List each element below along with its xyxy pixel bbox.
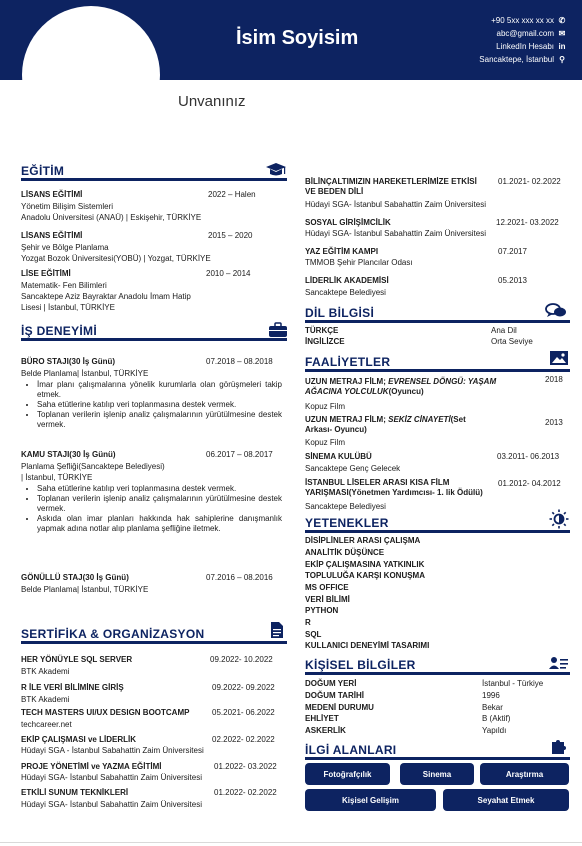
act-3-title: SİNEMA KULÜBÜ [305,452,372,461]
cert-5-name: PROJE YÖNETİMİ ve YAZMA EĞİTİMİ [21,762,162,771]
person-name: İsim Soyisim [236,27,359,49]
location-icon: ⚲ [559,55,565,64]
avatar [22,6,160,144]
train-2-org: Hüdayi SGA- İstanbul Sabahattin Zaim Üniversitesi [305,229,486,238]
graduation-cap-icon [265,162,287,178]
edu-3-line-1: Matematik- Fen Bilimleri [21,281,107,290]
image-icon [549,350,569,366]
act-4-org: Sancaktepe Belediyesi [305,502,386,511]
page-bottom-divider [0,842,582,843]
exp-1-bullet-1: • İmar planı çalışmalarına yönelik kurumlarla olan görüşmeleri takip etmek. [37,380,282,400]
skill-9: SQL [305,630,322,639]
personal-title: KİŞİSEL BİLGİLER [305,658,416,672]
cert-4-org: Hüdayi SGA - İstanbul Sabahattin Zaim Üniversitesi [21,746,204,755]
interest-pill-cinema: Sinema [400,763,474,785]
personal-4-label: EHLİYET [305,714,339,723]
cert-4-name: EKİP ÇALIŞMASI ve LİDERLİK [21,735,136,744]
contact-location-text: Sancaktepe, İstanbul [479,55,554,64]
edu-2-degree: LİSANS EĞİTİMİ [21,231,83,240]
exp-2-role: KAMU STAJI(30 İş Günü) [21,450,116,459]
contact-list [479,14,570,66]
contact-email-text[interactable]: abc@gmail.com [496,29,554,38]
certificates-title: SERTİFİKA & ORGANİZASYON [21,627,205,641]
languages-rule [305,320,570,323]
personal-3-label: MEDENİ DURUMU [305,703,374,712]
train-1-name: BİLİNÇALTIMIZIN HAREKETLERİMİZE ETKİSİ VE BEDEN DİLİ [305,177,477,196]
skill-6: VERİ BİLİMİ [305,595,350,604]
user-list-icon [549,656,569,670]
train-4-date: 05.2013 [498,276,527,285]
cert-4-date: 02.2022- 02.2022 [212,735,275,744]
edu-1-line-2: Anadolu Üniversitesi (ANAÜ) | Eskişehir, TÜRKİYE [21,213,202,222]
exp-2-bullet-2: • Toplanan verilerin işlenip analiz çalışmalarının yürütülmesine destek vermek. [37,494,282,514]
interest-pill-research: Araştırma [480,763,569,785]
contact-email[interactable] [479,27,570,40]
edu-3-line-2: Sancaktepe Aziz Bayraktar Anadolu İmam Hatip [21,292,191,301]
interest-pill-photography: Fotoğrafçılık [305,763,390,785]
skill-5: MS OFFICE [305,583,349,592]
act-1-org: Kopuz Film [305,402,346,411]
personal-1-label: DOĞUM YERİ [305,679,357,688]
speech-bubbles-icon [545,303,567,319]
act-3-date: 03.2011- 06.2013 [497,452,560,461]
job-title: Unvanınız [178,93,246,110]
personal-rule [305,672,570,675]
exp-2-org-1: Planlama Şefliği(Sancaktepe Belediyesi) [21,462,165,471]
cert-6-name: ETKİLİ SUNUM TEKNİKLERİ [21,788,129,797]
interest-pill-travel: Seyahat Etmek [443,789,569,811]
lang-1-level: Ana Dil [491,326,517,335]
cert-1-name: HER YÖNÜYLE SQL SERVER [21,655,133,664]
personal-2-label: DOĞUM TARİHİ [305,691,364,700]
train-2-name: SOSYAL GİRİŞİMCİLİK [305,218,391,227]
experience-title: İŞ DENEYİMİ [21,324,97,338]
act-1-em: EVRENSEL DÖNGÜ: YAŞAM AĞACINA YOLCULUK [305,377,497,396]
train-3-name: YAZ EĞİTİM KAMPI [305,247,379,256]
cert-6-org: Hüdayi SGA- İstanbul Sabahattin Zaim Üniversitesi [21,800,202,809]
train-1-date: 01.2021- 02.2022 [498,177,561,186]
interests-rule [305,757,570,760]
act-2-pre: UZUN METRAJ FİLM; [305,415,389,424]
skill-1: DİSİPLİNLER ARASI ÇALIŞMA [305,536,421,545]
skills-rule [305,530,570,533]
contact-location [479,53,570,66]
cert-6-date: 01.2022- 02.2022 [214,788,277,797]
personal-5-value: Yapıldı [482,726,507,735]
act-2-em: SEKİZ CİNAYETİ [388,415,451,424]
email-icon: ✉ [558,29,566,38]
lang-1-name: TÜRKÇE [305,326,339,335]
exp-2-bullet-3: • Askıda olan imar planları hakkında hak sahiplerine danışmanlık yapmak adına notlar alıp planlama şefliğine iletmek. [37,514,282,534]
contact-linkedin-text[interactable]: LinkedIn Hesabı [496,42,554,51]
contact-linkedin[interactable] [479,40,570,53]
skill-10: KULLANICI DENEYİMİ TASARIMI [305,641,430,650]
edu-2-date: 2015 – 2020 [208,231,253,240]
skill-8: R [305,618,311,627]
sun-icon [549,509,569,529]
train-1-org: Hüdayi SGA- İstanbul Sabahattin Zaim Üniversitesi [305,200,486,209]
edu-3-line-3: Lisesi | İstanbul, TÜRKİYE [21,303,115,312]
act-2-title [305,415,490,435]
exp-2-date: 06.2017 – 08.2017 [206,450,273,459]
exp-1-org: Belde Planlama| İstanbul, TÜRKİYE [21,369,149,378]
act-1-pre: UZUN METRAJ FİLM; [305,377,389,386]
activities-title: FAALİYETLER [305,355,391,369]
cert-3-org: techcareer.net [21,720,72,729]
act-4-date: 01.2012- 04.2012 [498,479,561,488]
train-3-org: TMMOB Şehir Plancılar Odası [305,258,413,267]
edu-1-degree: LİSANS EĞİTİMİ [21,190,83,199]
edu-3-date: 2010 – 2014 [206,269,251,278]
edu-1-line-1: Yönetim Bilişim Sistemleri [21,202,114,211]
interests-title: İLGİ ALANLARI [305,743,397,757]
personal-5-label: ASKERLİK [305,726,346,735]
exp-1-bullets [25,380,282,430]
exp-1-bullet-2: • Saha etütlerine katılıp veri toplanmasına destek vermek. [37,400,282,410]
contact-phone-text: +90 5xx xxx xx xx [491,16,554,25]
act-1-post: (Oyuncu) [388,387,424,396]
briefcase-icon [268,322,288,338]
education-rule [21,178,287,181]
exp-1-role: BÜRO STAJI(30 İş Günü) [21,357,116,366]
skill-2: ANALİTİK DÜŞÜNCE [305,548,385,557]
cert-2-name: R İLE VERİ BİLİMİNE GİRİŞ [21,683,124,692]
edu-3-degree: LİSE EĞİTİMİ [21,269,71,278]
act-2-post: (Set Arkası- Oyuncu) [305,415,466,434]
exp-3-date: 07.2016 – 08.2016 [206,573,273,582]
cert-5-org: Hüdayi SGA- İstanbul Sabahattin Zaim Üniversitesi [21,773,202,782]
exp-2-bullet-1: • Saha etütlerine katılıp veri toplanmasına destek vermek. [37,484,282,494]
cert-1-org: BTK Akademi [21,667,70,676]
personal-3-value: Bekar [482,703,503,712]
document-icon [270,621,284,639]
activities-rule [305,369,570,372]
act-1-date: 2018 [545,375,563,384]
lang-2-level: Orta Seviye [491,337,533,346]
exp-2-bullets [25,484,282,534]
exp-1-bullet-3: • Toplanan verilerin işlenip analiz çalışmalarının yürütülmesine destek vermek. [37,410,282,430]
languages-title: DİL BİLGİSİ [305,306,375,320]
linkedin-icon: in [558,42,566,51]
personal-2-value: 1996 [482,691,500,700]
cert-5-date: 01.2022- 03.2022 [214,762,277,771]
exp-3-role: GÖNÜLLÜ STAJ(30 İş Günü) [21,573,129,582]
act-3-org: Sancaktepe Genç Gelecek [305,464,401,473]
act-2-date: 2013 [545,418,563,427]
skill-3: EKİP ÇALIŞMASINA YATKINLIK [305,560,425,569]
act-2-org: Kopuz Film [305,438,346,447]
contact-phone [479,14,570,27]
lang-2-name: İNGİLİZCE [305,337,345,346]
personal-4-value: B (Aktif) [482,714,511,723]
phone-icon: ✆ [558,16,566,25]
cert-3-name: TECH MASTERS UI/UX DESIGN BOOTCAMP [21,708,190,717]
act-4-title: İSTANBUL LİSELER ARASI KISA FİLM YARIŞMASI(Yönetmen Yardımcısı- 1. lik Ödülü) [305,478,483,497]
interest-pill-personal-growth: Kişisel Gelişim [305,789,436,811]
act-1-title [305,377,505,397]
cert-2-date: 09.2022- 09.2022 [212,683,275,692]
skill-4: TOPLULUĞA KARŞI KONUŞMA [305,571,425,580]
edu-2-line-2: Yozgat Bozok Üniversitesi(YOBÜ) | Yozgat, TÜRKİYE [21,254,211,263]
train-4-org: Sancaktepe Belediyesi [305,288,386,297]
train-4-name: LİDERLİK AKADEMİSİ [305,276,389,285]
edu-2-line-1: Şehir ve Bölge Planlama [21,243,109,252]
certificates-rule [21,641,287,644]
edu-1-date: 2022 – Halen [208,190,256,199]
exp-3-org: Belde Planlama| İstanbul, TÜRKİYE [21,585,149,594]
exp-1-date: 07.2018 – 08.2018 [206,357,273,366]
cert-3-date: 05.2021- 06.2022 [212,708,275,717]
personal-1-value: İstanbul - Türkiye [482,679,544,688]
cert-2-org: BTK Akademi [21,695,70,704]
skill-7: PYTHON [305,606,339,615]
experience-rule [21,338,287,341]
cert-1-date: 09.2022- 10.2022 [210,655,273,664]
puzzle-icon [550,737,568,755]
skills-title: YETENEKLER [305,516,389,530]
education-title: EĞİTİM [21,164,65,178]
exp-2-org-2: | İstanbul, TÜRKİYE [21,473,93,482]
train-2-date: 12.2021- 03.2022 [496,218,559,227]
train-3-date: 07.2017 [498,247,527,256]
